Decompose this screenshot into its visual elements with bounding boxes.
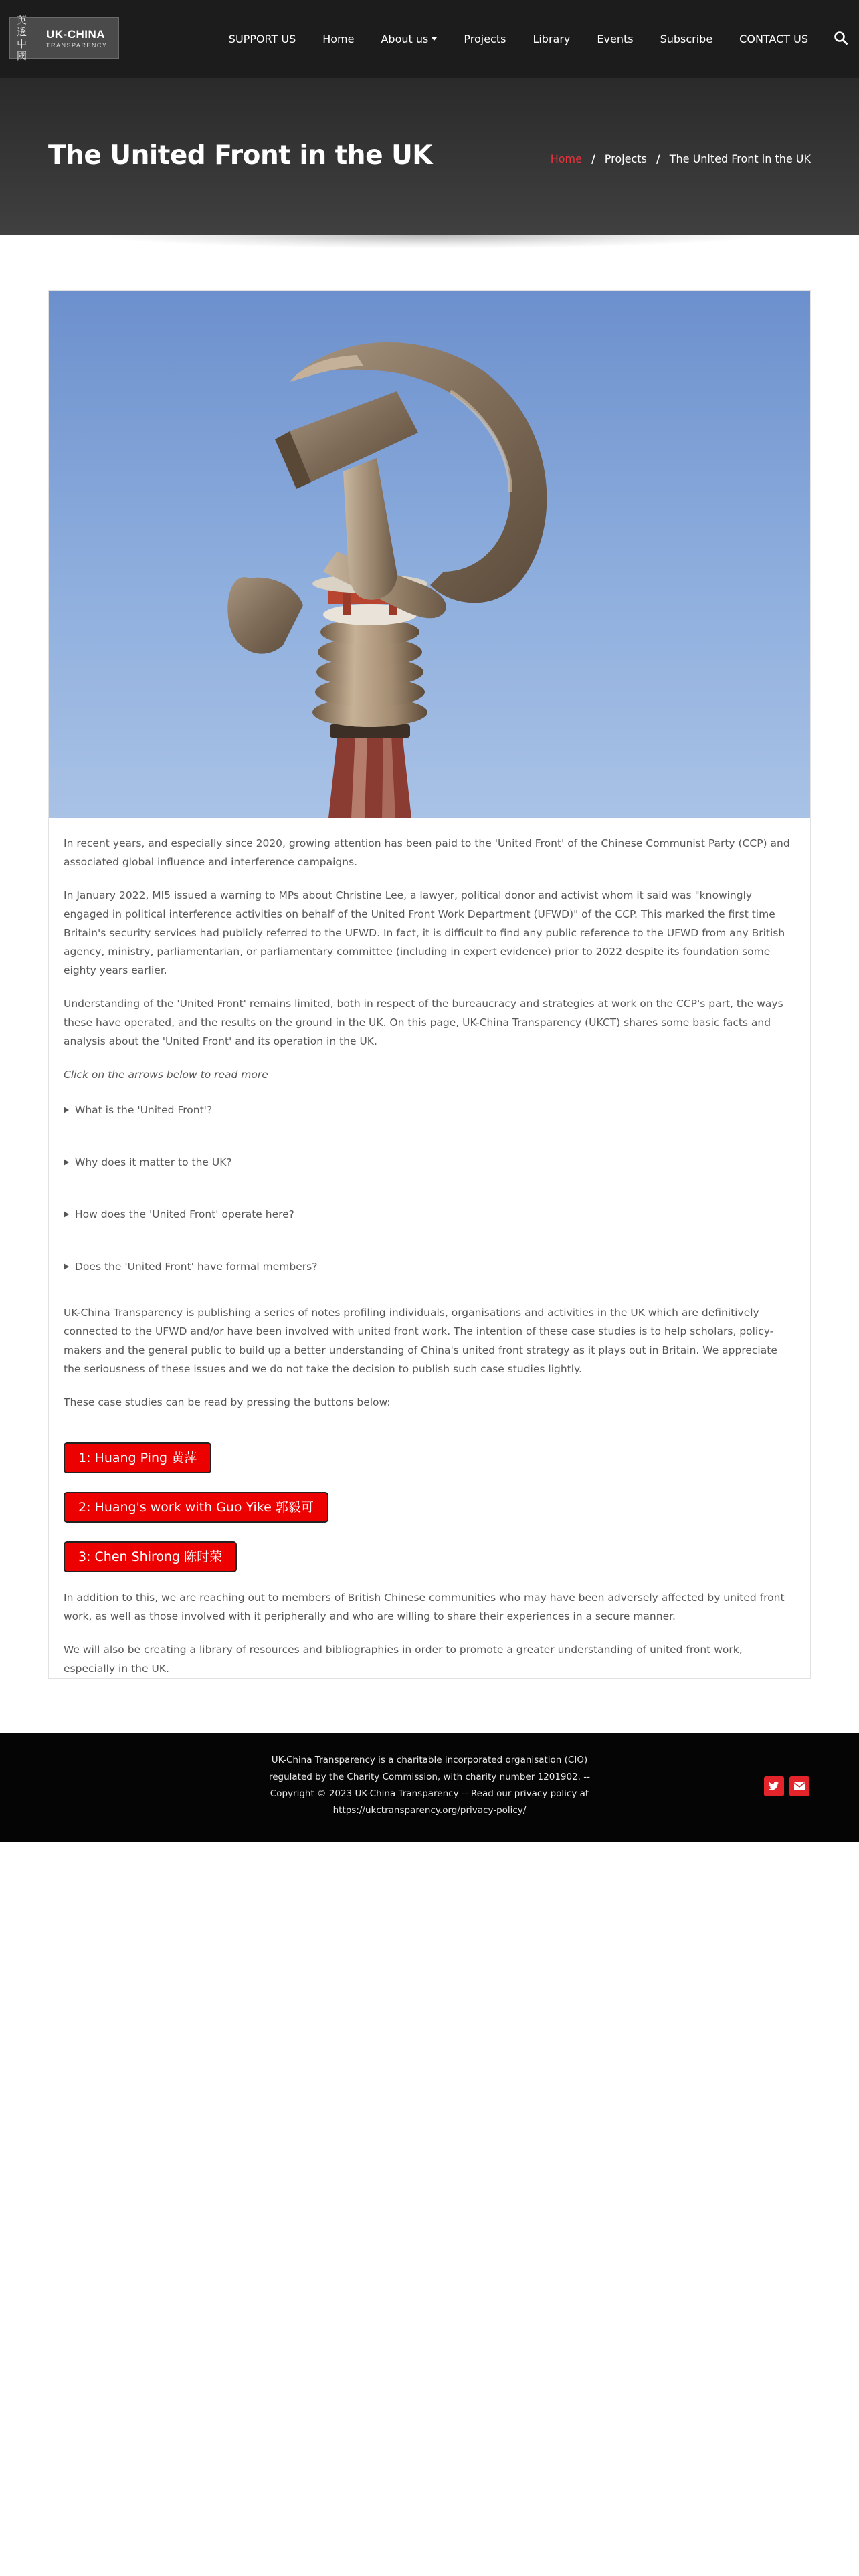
article-card [48,290,811,1679]
case-studies-prompt: These case studies can be read by pressing the buttons below: [64,1396,391,1408]
intro-paragraph: Understanding of the 'United Front' remains limited, both in respect of the bureaucracy and strategies at work on the CCP's part, the ways these have operated, and the results on the ground in the UK. On this page, UK-China Transparency (UKCT) shares some basic facts and analysis about the 'United Front' and its operation in the UK. [64,998,783,1047]
search-icon[interactable] [834,31,848,45]
caret-right-icon [64,1159,69,1166]
article-body [64,834,795,1693]
accordion-formal-members[interactable]: Does the 'United Front' have formal members? [64,1258,795,1275]
twitter-icon[interactable] [764,1776,784,1796]
case-studies-intro: UK-China Transparency is publishing a series of notes profiling individuals, organisations and activities in the UK which are definitively connected to the UFWD and/or have been involved with united front work. The intention of these case studies is to help scholars, policy-makers and the general public to build up a better understanding of China's united front strategy as it plays out in Britain. We appreciate the seriousness of these issues and we do not take the decision to publish such case studies lightly. [64,1307,777,1375]
nav-item-support-us[interactable]: SUPPORT US [228,32,296,45]
case-study-button-huang-ping[interactable]: 1: Huang Ping 黄萍 [64,1442,211,1473]
main-nav [202,0,808,78]
nav-item-about-us[interactable]: About us [381,33,437,45]
breadcrumb-separator: / [656,152,660,165]
nav-item-projects[interactable]: Projects [464,32,506,45]
site-footer [0,1733,859,1842]
nav-item-library[interactable]: Library [533,32,571,45]
breadcrumb-separator: / [591,152,595,165]
site-navbar [0,0,859,78]
outro-paragraph: We will also be creating a library of resources and bibliographies in order to promote a greater understanding of united front work, especially in the UK. [64,1644,743,1675]
read-more-instruction: Click on the arrows below to read more [64,1069,268,1081]
nav-item-contact-us[interactable]: CONTACT US [739,32,808,45]
caret-right-icon [64,1263,69,1270]
case-study-button-chen-shirong[interactable]: 3: Chen Shirong 陈时荣 [64,1541,237,1572]
case-study-buttons [64,1442,795,1591]
intro-paragraph: In January 2022, MI5 issued a warning to MPs about Christine Lee, a lawyer, political donor and activist whom it said was "knowingly engaged in political interference activities on behalf of the United Front Work Department (UFWD)" of the CCP. This marked the first time Britain's security services had publicly referred to the UFWD. In fact, it is difficult to find any public reference to the UFWD from any British agency, ministry, parliamentarian, or parliamentary committee (including in expert evidence) prior to 2022 despite its foundation some eighty years earlier. [64,889,785,976]
case-study-button-guo-yike[interactable]: 2: Huang's work with Guo Yike 郭毅可 [64,1492,328,1523]
hero-image-hammer-and-sickle [49,291,810,818]
intro-paragraph: In recent years, and especially since 2020, growing attention has been paid to the 'United Front' of the Chinese Communist Party (CCP) and associated global influence and interference campaigns. [64,837,790,868]
accordion-how-does-it-operate[interactable]: How does the 'United Front' operate here? [64,1206,795,1223]
outro-paragraph: In addition to this, we are reaching out to members of British Chinese communities who may have been adversely affected by united front work, as well as those involved with it peripherally and who are willing to share their experiences in a secure manner. [64,1592,785,1622]
caret-right-icon [64,1211,69,1218]
site-logo[interactable] [9,14,119,62]
breadcrumb-current: The United Front in the UK [669,152,811,165]
chevron-down-icon [432,37,437,41]
nav-item-home[interactable]: Home [322,32,355,45]
nav-item-subscribe[interactable]: Subscribe [660,32,713,45]
logo-tagline: TRANSPARENCY [46,41,108,49]
header-shadow [94,235,765,249]
nav-item-events[interactable]: Events [597,32,634,45]
page-header [0,78,859,235]
logo-name: UK-CHINA [46,27,106,41]
caret-right-icon [64,1107,69,1113]
breadcrumb-home[interactable]: Home [550,152,582,165]
logo-cjk-mark: 英 透 中 國 [17,14,30,62]
breadcrumb-projects[interactable]: Projects [604,152,647,165]
accordion-why-does-it-matter[interactable]: Why does it matter to the UK? [64,1154,795,1171]
breadcrumb [551,152,811,165]
email-icon[interactable] [789,1776,809,1796]
footer-copyright: UK-China Transparency is a charitable incorporated organisation (CIO) regulated by the Charity Commission, with charity number 1201902. -- Copyright © 2023 UK-China Transparency -- Read our privacy policy at https://ukctransparency.org/privacy-policy/ [268,1755,591,1816]
logo-wordmark [42,28,107,49]
page-title: The United Front in the UK [48,140,432,171]
accordion-what-is-united-front[interactable]: What is the 'United Front'? [64,1101,795,1119]
